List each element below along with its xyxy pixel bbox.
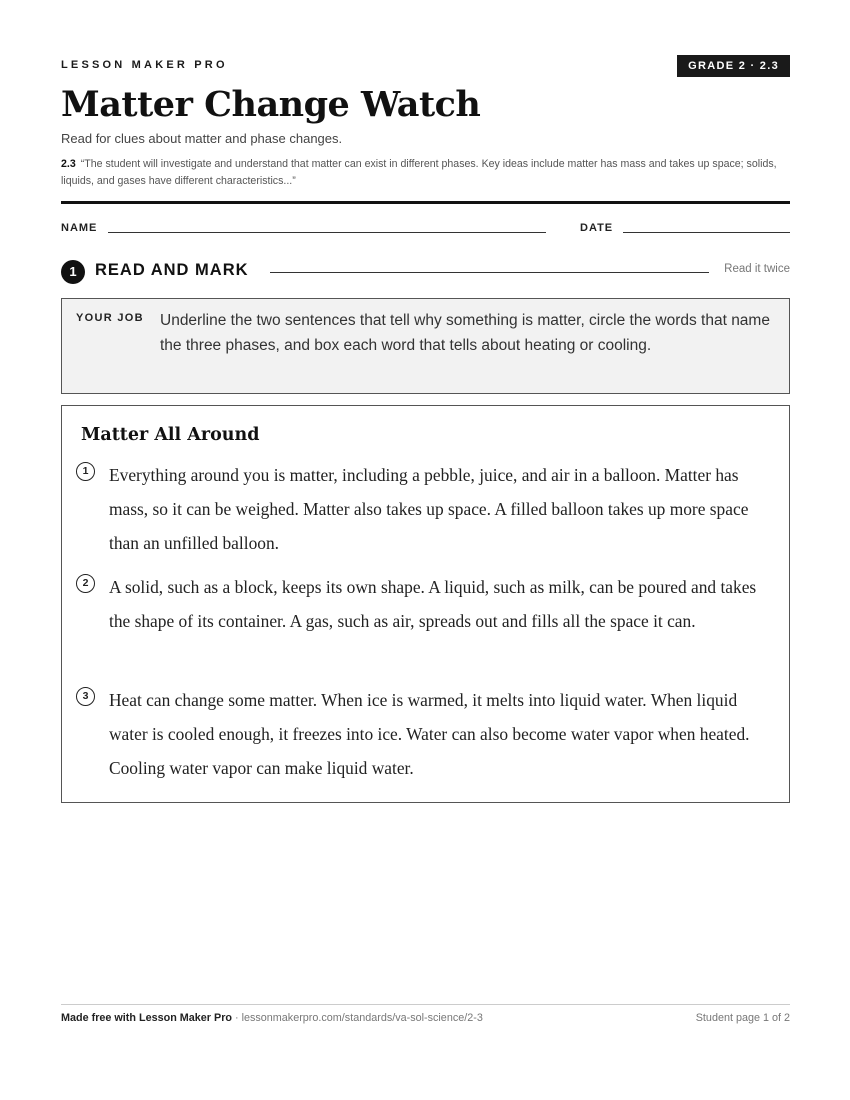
header [61, 55, 790, 79]
paragraph-number-1: 1 [76, 462, 95, 481]
paragraph-3: Heat can change some matter. When ice is warmed, it melts into liquid water. When liquid water is cooled enough, it freezes into ice. Water can also become water vapor when heated. Cooling water vapor can make liquid water. [109, 690, 750, 778]
paragraph-number-2: 2 [76, 574, 95, 593]
date-label: DATE [580, 222, 614, 234]
page-title: Matter Change Watch [61, 84, 481, 125]
section-number-badge: 1 [61, 260, 85, 284]
footer-url[interactable]: · lessonmakerpro.com/standards/va-sol-science/2-3 [232, 1012, 483, 1024]
reading-passage [61, 405, 790, 803]
section-title: READ AND MARK [95, 261, 249, 279]
grade-badge: GRADE 2 · 2.3 [677, 55, 790, 77]
footer-divider [61, 1004, 790, 1005]
name-field[interactable] [108, 232, 546, 233]
date-field[interactable] [623, 232, 790, 233]
brand-name: LESSON MAKER PRO [61, 59, 228, 71]
passage-title: Matter All Around [81, 425, 260, 445]
paragraph-2: A solid, such as a block, keeps its own shape. A liquid, such as milk, can be poured and takes the shape of its container. A gas, such as air, spreads out and fills all the space it can. [109, 577, 757, 631]
standard-code: 2.3 [61, 158, 76, 170]
name-label: NAME [61, 222, 98, 234]
standard-text [61, 156, 790, 190]
section-header [61, 259, 790, 285]
footer-made-with: Made free with Lesson Maker Pro [61, 1012, 232, 1024]
instructions-label: YOUR JOB [76, 312, 144, 324]
instructions-text: Underline the two sentences that tell why something is matter, circle the words that name the three phases, and box each word that tells about heating or cooling. [160, 312, 770, 354]
paragraph-1: Everything around you is matter, including a pebble, juice, and air in a balloon. Matter has mass, so it can be weighed. Matter also takes up space. A filled balloon takes up more space than an unfilled balloon. [109, 465, 749, 553]
page-subtitle: Read for clues about matter and phase changes. [61, 131, 343, 146]
header-divider [61, 201, 790, 204]
section-divider [270, 272, 709, 273]
instructions-box [61, 298, 790, 394]
worksheet-page [61, 0, 790, 1100]
paragraph-number-3: 3 [76, 687, 95, 706]
standard-quote: “The student will investigate and understand that matter can exist in different phases. Key ideas include matter has mass and takes up space; solids, liquids, and gases have different characteristics...” [61, 158, 777, 187]
footer-page-number: Student page 1 of 2 [695, 1012, 790, 1024]
footer-credit [61, 1012, 483, 1024]
section-note: Read it twice [724, 263, 790, 275]
